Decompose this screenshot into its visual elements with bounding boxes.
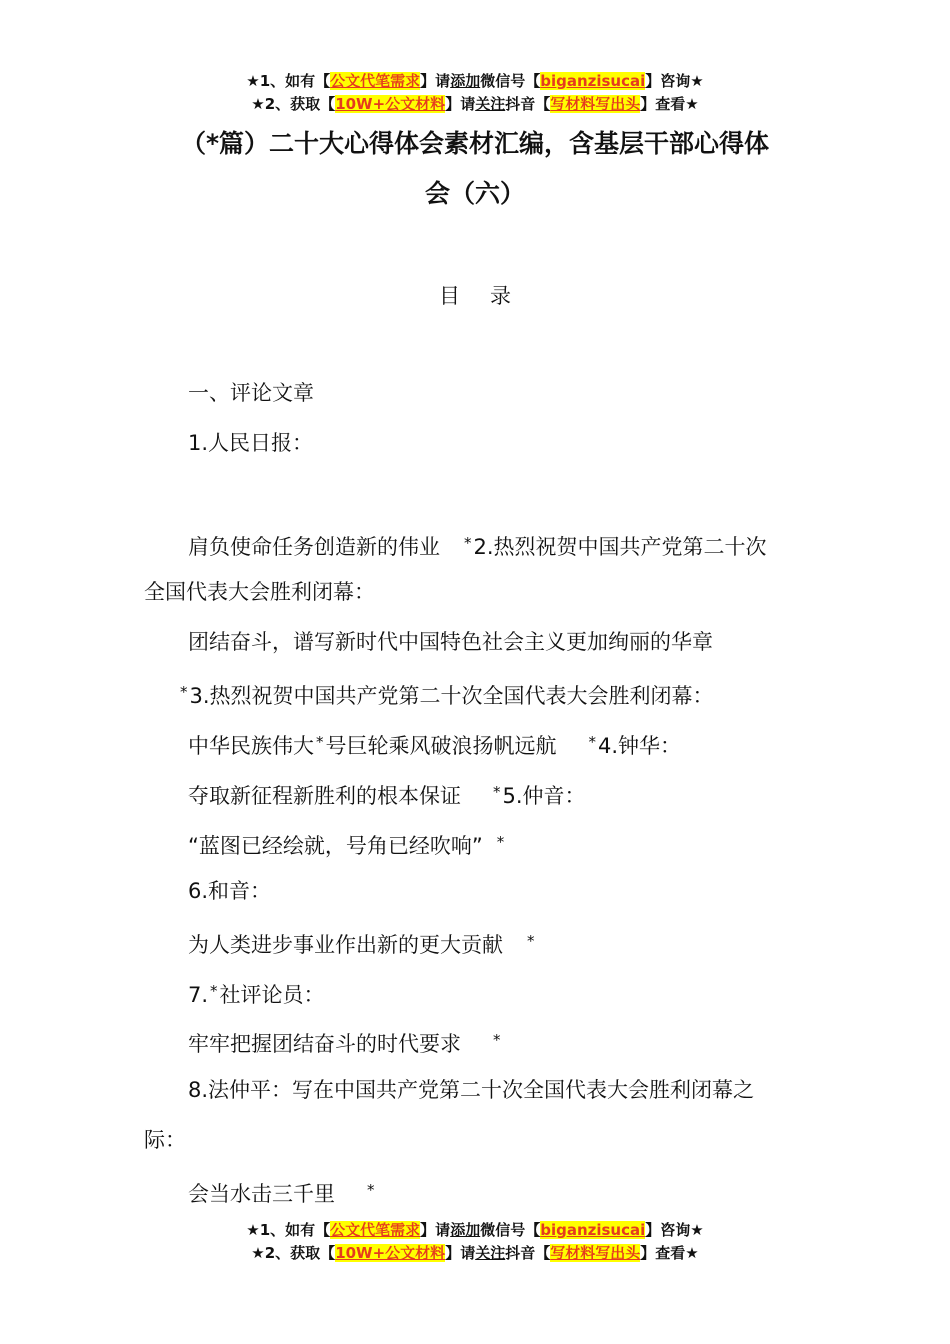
highlight-douyin: 写材料写出头 xyxy=(550,95,641,113)
toc-line-6: 中华民族伟大 *号巨轮乘风破浪扬帆远航 *4.钟华： xyxy=(188,733,682,758)
toc-line-10: 为人类进步事业作出新的更大贡献 * xyxy=(188,932,535,957)
toc-line-7: 夺取新征程新胜利的根本保证 *5.仲音： xyxy=(188,783,586,808)
toc-line-4: 团结奋斗，谱写新时代中国特色社会主义更加绚丽的华章 xyxy=(188,630,713,654)
toc-line-15: 会当水击三千里 * xyxy=(188,1181,375,1206)
toc-heading: 目录 xyxy=(439,284,541,308)
toc-line-11: 7. *社评论员： xyxy=(188,982,325,1007)
highlight-douyin: 写材料写出头 xyxy=(550,1244,641,1262)
promo-banner-top-line1: ★1、如有【公文代笔需求】请添加微信号【biganzisucai】咨询★ xyxy=(246,72,704,90)
toc-line-12: 牢牢把握团结奋斗的时代要求 * xyxy=(188,1031,501,1056)
highlight-service: 公文代笔需求 xyxy=(330,1221,421,1239)
promo-banner-top-line2: ★2、获取【10W+公文材料】请关注抖音【写材料写出头】查看★ xyxy=(251,95,699,113)
promo-banner-bottom-line2: ★2、获取【10W+公文材料】请关注抖音【写材料写出头】查看★ xyxy=(251,1244,699,1262)
toc-line-5: *3.热烈祝贺中国共产党第二十次全国代表大会胜利闭幕： xyxy=(180,683,714,708)
toc-line-2: 肩负使命任务创造新的伟业 *2.热烈祝贺中国共产党第二十次 xyxy=(188,534,767,559)
toc-line-9: 6.和音： xyxy=(188,879,272,903)
highlight-wechat-id: biganzisucai xyxy=(540,1221,646,1239)
toc-line-13: 8.法仲平：写在中国共产党第二十次全国代表大会胜利闭幕之 xyxy=(188,1078,755,1102)
document-title-line2: 会（六） xyxy=(424,179,525,208)
highlight-service: 公文代笔需求 xyxy=(330,72,421,90)
section-heading: 一、评论文章 xyxy=(188,381,314,405)
highlight-materials: 10W+公文材料 xyxy=(335,95,446,113)
toc-line-8: “蓝图已经绘就，号角已经吹响” * xyxy=(188,833,505,858)
toc-item-1: 1.人民日报： xyxy=(188,431,314,455)
toc-line-3: 全国代表大会胜利闭幕： xyxy=(144,580,375,604)
highlight-wechat-id: biganzisucai xyxy=(540,72,646,90)
promo-banner-bottom-line1: ★1、如有【公文代笔需求】请添加微信号【biganzisucai】咨询★ xyxy=(246,1221,704,1239)
highlight-materials: 10W+公文材料 xyxy=(335,1244,446,1262)
toc-line-14: 际： xyxy=(144,1128,186,1152)
document-title-line1: （*篇）二十大心得体会素材汇编，含基层干部心得体 xyxy=(180,129,770,158)
